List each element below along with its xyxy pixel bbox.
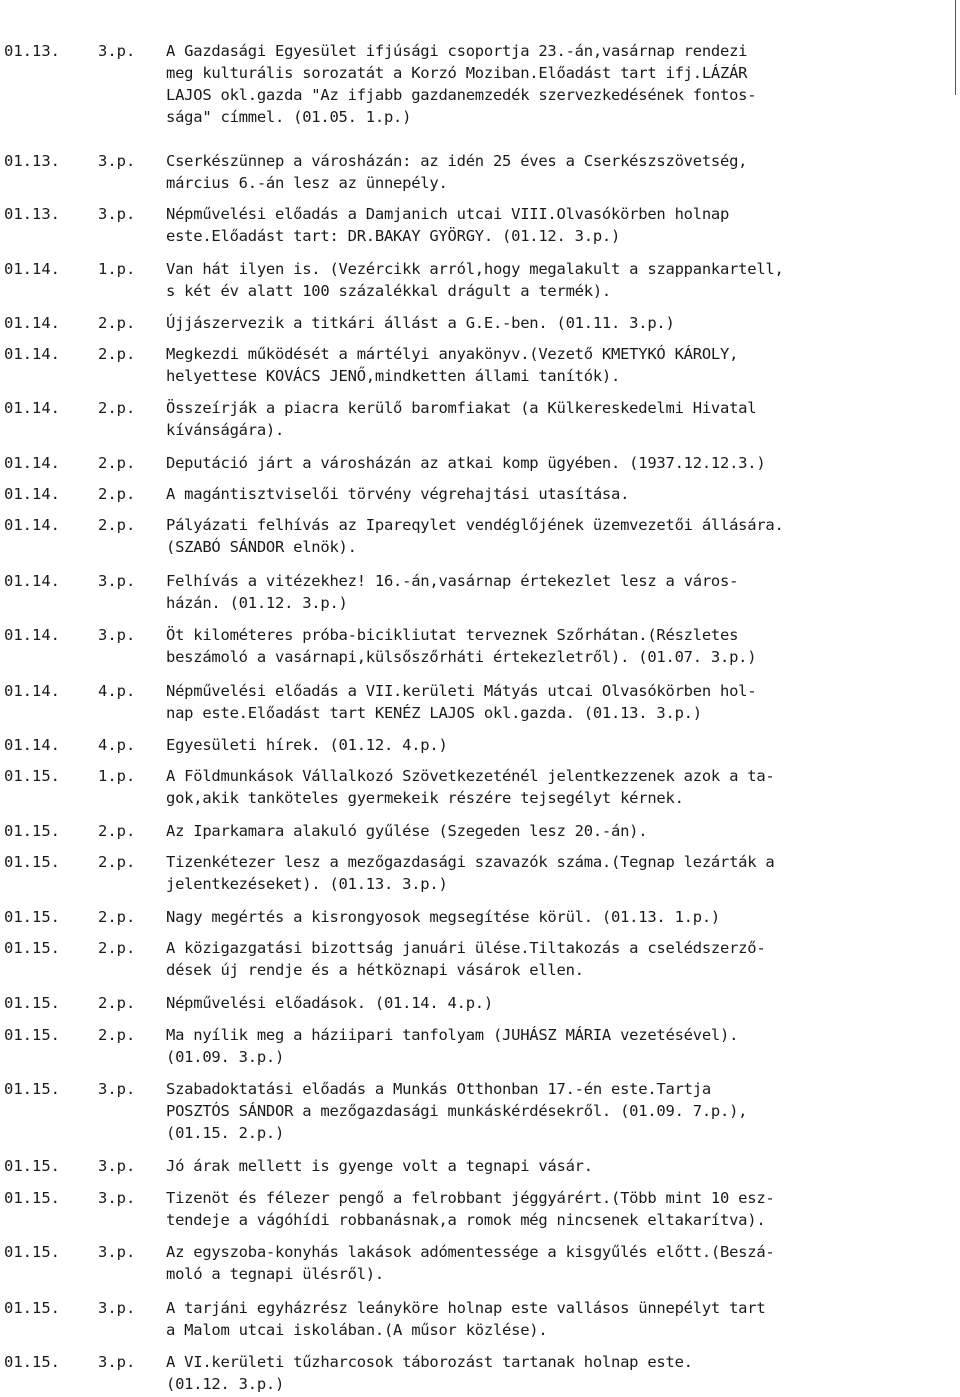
entry-date: 01.15. <box>4 1026 60 1044</box>
entry-date: 01.15. <box>4 822 60 840</box>
entry-text: Felhívás a vitézekhez! 16.-án,vasárnap értekezlet lesz a város- házán. (01.12. 3.p.) <box>166 572 739 612</box>
entry-page: 3.p. <box>98 1299 136 1317</box>
entry-text: Egyesületi hírek. (01.12. 4.p.) <box>166 736 448 754</box>
entry-date: 01.14. <box>4 736 60 754</box>
entry-text: A VI.kerületi tűzharcosok táborozást tartanak holnap este. (01.12. 3.p.) <box>166 1353 693 1393</box>
entry-page: 2.p. <box>98 399 136 417</box>
entry-page: 2.p. <box>98 485 136 503</box>
entry-text: Újjászervezik a titkári állást a G.E.-ben. (01.11. 3.p.) <box>166 314 675 332</box>
entry-text: Az egyszoba-konyhás lakások adómentessége a kisgyűlés előtt.(Beszá- moló a tegnapi ülésről). <box>166 1243 775 1283</box>
entry-date: 01.15. <box>4 853 60 871</box>
entry-date: 01.14. <box>4 260 60 278</box>
entry-date: 01.15. <box>4 1243 60 1261</box>
entry-text: A Földmunkások Vállalkozó Szövetkezeténél jelentkezzenek azok a ta- gok,akik tanköteles gyermekeik részére tejsegélyt kérnek. <box>166 767 775 807</box>
entry-date: 01.13. <box>4 152 60 170</box>
entry-text: A Gazdasági Egyesület ifjúsági csoportja 23.-án,vasárnap rendezi meg kulturális sorozatát a Korzó Moziban.Előadást tart ifj.LÁZÁR LAJOS okl.gazda "Az ifjabb gazdanemzedék szervezkedésének fontos- sága" címmel. (01.05. 1.p.) <box>166 42 757 126</box>
entry-text: Népművelési előadás a Damjanich utcai VIII.Olvasókörben holnap este.Előadást tart: DR.BAKAY GYÖRGY. (01.12. 3.p.) <box>166 205 730 245</box>
entry-date: 01.15. <box>4 1080 60 1098</box>
entry-date: 01.15. <box>4 939 60 957</box>
entry-date: 01.14. <box>4 485 60 503</box>
entry-date: 01.14. <box>4 516 60 534</box>
entry-date: 01.15. <box>4 908 60 926</box>
entry-date: 01.14. <box>4 572 60 590</box>
entry-page: 1.p. <box>98 260 136 278</box>
entry-page: 3.p. <box>98 1189 136 1207</box>
entry-date: 01.14. <box>4 399 60 417</box>
entry-date: 01.15. <box>4 1157 60 1175</box>
entry-text: Ma nyílik meg a háziipari tanfolyam (JUHÁSZ MÁRIA vezetésével). (01.09. 3.p.) <box>166 1026 739 1066</box>
entry-text: Népművelési előadások. (01.14. 4.p.) <box>166 994 493 1012</box>
entry-page: 3.p. <box>98 1157 136 1175</box>
entry-text: Összeírják a piacra kerülő baromfiakat (a Külkereskedelmi Hivatal kívánságára). <box>166 399 757 439</box>
entry-text: Jó árak mellett is gyenge volt a tegnapi vásár. <box>166 1157 593 1175</box>
entry-text: A tarjáni egyházrész leányköre holnap este vallásos ünnepélyt tart a Malom utcai iskolában.(A műsor közlése). <box>166 1299 766 1339</box>
entry-text: Népművelési előadás a VII.kerületi Mátyás utcai Olvasókörben hol- nap este.Előadást tart KENÉZ LAJOS okl.gazda. (01.13. 3.p.) <box>166 682 757 722</box>
entry-date: 01.14. <box>4 626 60 644</box>
entry-text: Szabadoktatási előadás a Munkás Otthonban 17.-én este.Tartja POSZTÓS SÁNDOR a mezőgazdasági munkáskérdésekről. (01.09. 7.p.), (01.15. 2.p.) <box>166 1080 748 1142</box>
entry-page: 3.p. <box>98 1080 136 1098</box>
entry-page: 2.p. <box>98 516 136 534</box>
entry-page: 3.p. <box>98 626 136 644</box>
entry-page: 2.p. <box>98 1026 136 1044</box>
entry-date: 01.14. <box>4 345 60 363</box>
entry-text: Tizenkétezer lesz a mezőgazdasági szavazók száma.(Tegnap lezárták a jelentkezéseket). (01.13. 3.p.) <box>166 853 775 893</box>
entry-page: 4.p. <box>98 682 136 700</box>
entry-page: 3.p. <box>98 152 136 170</box>
entry-date: 01.14. <box>4 454 60 472</box>
entry-date: 01.13. <box>4 205 60 223</box>
entry-text: Öt kilométeres próba-bicikliutat terveznek Szőrhátan.(Részletes beszámoló a vasárnapi,külsőszőrháti értekezletről). (01.07. 3.p.) <box>166 626 757 666</box>
entry-date: 01.15. <box>4 1189 60 1207</box>
entry-page: 2.p. <box>98 822 136 840</box>
entry-date: 01.13. <box>4 42 60 60</box>
entry-text: Van hát ilyen is. (Vezércikk arról,hogy megalakult a szappankartell, s két év alatt 100 százalékkal drágult a termék). <box>166 260 784 300</box>
entry-page: 3.p. <box>98 1243 136 1261</box>
entry-text: Cserkészünnep a városházán: az idén 25 éves a Cserkészszövetség, március 6.-án lesz az ünnepély. <box>166 152 748 192</box>
entry-page: 3.p. <box>98 42 136 60</box>
entry-text: Megkezdi működését a mártélyi anyakönyv.(Vezető KMETYKÓ KÁROLY, helyettese KOVÁCS JENŐ,mindketten állami tanítók). <box>166 345 739 385</box>
entry-page: 2.p. <box>98 345 136 363</box>
entry-date: 01.14. <box>4 314 60 332</box>
margin-rule <box>955 0 956 95</box>
entry-page: 2.p. <box>98 314 136 332</box>
entry-page: 2.p. <box>98 994 136 1012</box>
entry-text: A közigazgatási bizottság januári ülése.Tiltakozás a cselédszerző- dések új rendje és a hétköznapi vásárok ellen. <box>166 939 766 979</box>
entry-date: 01.15. <box>4 1353 60 1371</box>
entry-date: 01.14. <box>4 682 60 700</box>
entry-page: 2.p. <box>98 853 136 871</box>
entry-page: 2.p. <box>98 939 136 957</box>
entry-date: 01.15. <box>4 767 60 785</box>
entry-date: 01.15. <box>4 994 60 1012</box>
entry-page: 4.p. <box>98 736 136 754</box>
entry-text: A magántisztviselői törvény végrehajtási utasítása. <box>166 485 630 503</box>
entry-page: 1.p. <box>98 767 136 785</box>
entry-page: 2.p. <box>98 454 136 472</box>
entry-page: 2.p. <box>98 908 136 926</box>
entry-text: Pályázati felhívás az Ipareqylet vendéglőjének üzemvezetői állására. (SZABÓ SÁNDOR elnök). <box>166 516 784 556</box>
entry-text: Nagy megértés a kisrongyosok megsegítése körül. (01.13. 1.p.) <box>166 908 720 926</box>
entry-date: 01.15. <box>4 1299 60 1317</box>
entry-page: 3.p. <box>98 1353 136 1371</box>
entry-page: 3.p. <box>98 205 136 223</box>
entry-text: Az Iparkamara alakuló gyűlése (Szegeden lesz 20.-án). <box>166 822 648 840</box>
entry-page: 3.p. <box>98 572 136 590</box>
entry-text: Deputáció járt a városházán az atkai komp ügyében. (1937.12.12.3.) <box>166 454 766 472</box>
entry-text: Tizenöt és félezer pengő a felrobbant jéggyárért.(Több mint 10 esz- tendeje a vágóhídi robbanásnak,a romok még nincsenek eltakarítva). <box>166 1189 775 1229</box>
